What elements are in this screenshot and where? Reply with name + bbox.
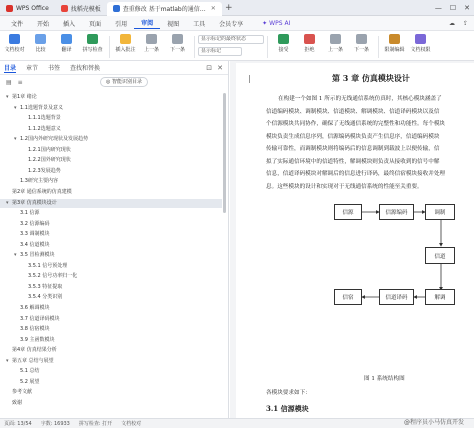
button-label: 下一条 <box>353 47 369 53</box>
toc-item[interactable] <box>0 399 222 407</box>
paragraph-line: 在构建一个如图 1 所示的无线通信系统仿真时，其核心模块涵盖了 <box>278 96 442 102</box>
toc-list <box>0 89 228 407</box>
toc-item-label: 1.2.3发展趋势 <box>28 167 61 174</box>
toc-item[interactable] <box>0 114 222 123</box>
tab-label: WPS Office <box>16 5 49 12</box>
toc-item-label: 第3章 仿真模块设计 <box>12 199 57 206</box>
arrow-up-icon <box>330 34 341 44</box>
nav-tab-toc[interactable]: 目录 <box>4 64 17 72</box>
watermark-text: @程序员小马仿真开发 <box>403 419 464 426</box>
button-label: 文档校对 <box>4 47 25 53</box>
menu-bar <box>0 16 474 31</box>
toc-item[interactable] <box>0 293 222 302</box>
body-paragraph <box>266 93 474 193</box>
paragraph-line: 拟了实际通信环境中的信道特性，解调模块则负责从接收到的信号中解 <box>266 158 440 165</box>
toc-item[interactable] <box>0 241 222 250</box>
toc-item[interactable] <box>0 315 222 324</box>
button-label: 插入批注 <box>115 47 136 53</box>
paragraph-line: 信息，信道译码模块对解调后的信息进行译码，最终信宿模块接收并处理 <box>266 171 446 177</box>
caret-down-icon[interactable]: ▾ <box>14 252 17 259</box>
ribbon-divider <box>267 36 268 58</box>
caret-down-icon[interactable]: ▾ <box>14 104 17 111</box>
comment-icon <box>120 34 131 44</box>
toc-item[interactable] <box>0 93 222 102</box>
toc-item-label: 3.5.4 分类识别 <box>28 294 63 301</box>
document-canvas <box>230 61 474 418</box>
doc-check-status[interactable]: 文档校对 <box>121 421 142 427</box>
toc-item-label: 3.8 信宿模块 <box>20 326 50 333</box>
node-demodulation: 解调 <box>425 289 455 305</box>
toc-item[interactable] <box>0 146 222 155</box>
insert-comment-button[interactable] <box>113 34 138 53</box>
review-ribbon <box>0 31 474 61</box>
button-label: 下一条 <box>169 47 185 53</box>
toc-item[interactable] <box>0 177 222 186</box>
maximize-icon[interactable]: ☐ <box>449 4 457 12</box>
menu-page[interactable]: 页面 <box>89 20 102 28</box>
toc-item-label: 第4章 仿真结果分析 <box>12 347 57 354</box>
toc-item[interactable] <box>0 230 222 239</box>
button-label: 文档权限 <box>410 47 431 53</box>
button-label: 接受 <box>278 47 289 53</box>
spell-check-status[interactable]: 拼写检查: 打开 <box>78 421 113 427</box>
reject-icon <box>304 34 315 44</box>
toc-item[interactable] <box>0 346 222 355</box>
close-pane-icon[interactable]: ✕ <box>217 63 223 72</box>
arrow-down-icon <box>356 34 367 44</box>
translate-button[interactable] <box>54 34 79 53</box>
menu-references[interactable]: 引用 <box>115 20 128 28</box>
arrow-down-icon <box>172 34 183 44</box>
word-doc-icon <box>113 5 120 12</box>
close-window-icon[interactable]: ✕ <box>464 4 470 12</box>
toc-item-label: 3.4 信道模块 <box>20 241 50 248</box>
toc-item-label: 3.1 信源 <box>20 210 40 217</box>
compare-icon <box>35 34 46 44</box>
tab-wps-office[interactable] <box>0 2 55 16</box>
menu-insert[interactable]: 插入 <box>63 20 76 28</box>
node-sink: 信宿 <box>334 289 362 305</box>
paragraph-line: 个信源模块共同协作，确保了无线通信系统的完整性和功能性。每个模块 <box>266 121 446 127</box>
permission-icon <box>415 34 426 44</box>
caret-down-icon[interactable]: ▾ <box>6 199 9 206</box>
toc-item[interactable] <box>0 104 222 113</box>
toc-item-label: 1.2.1国内研究现状 <box>28 146 71 153</box>
toc-item-label: 1.2.2国外研究现状 <box>28 157 71 164</box>
toc-item[interactable] <box>0 378 222 387</box>
ai-sparkle-icon: ✦ <box>262 19 268 27</box>
tab-label: 找稻壳模板 <box>70 6 101 13</box>
show-markup-dropdown[interactable]: 显示标记 <box>198 47 242 56</box>
paragraph-line: 传输可靠性，而调制模块则将编码后的信息调制到载波上以便传输，信 <box>266 146 440 152</box>
proofread-icon <box>9 34 20 44</box>
pin-icon[interactable]: ⊡ <box>206 63 213 72</box>
toc-item[interactable] <box>0 283 222 292</box>
toc-item-label: 3.5.1 信号预处理 <box>28 262 68 269</box>
page-indicator[interactable]: 页面: 13/54 <box>4 421 32 427</box>
expand-icon[interactable]: ▤ <box>6 78 12 86</box>
menu-home[interactable]: 开始 <box>37 20 50 28</box>
paragraph-line: 模块负责生成信息序列，信源编码模块负责产生信息序，信道编码模块 <box>266 133 440 140</box>
menu-file[interactable]: 文件 <box>11 20 24 28</box>
node-source-encoding: 信源编码 <box>379 204 414 220</box>
button-label: 比较 <box>35 47 46 53</box>
share-icon[interactable]: ⇪ <box>462 19 468 27</box>
ribbon-divider <box>109 36 110 58</box>
minimize-icon[interactable]: — <box>434 4 442 12</box>
status-bar <box>0 418 474 428</box>
button-label: 拼写检查 <box>82 47 103 53</box>
tab-label: 查重修改 基于matlab的通信… <box>122 6 206 13</box>
nav-toolbar <box>0 75 228 89</box>
toc-item[interactable] <box>0 209 222 218</box>
toc-item-label: 3.6 解调模块 <box>20 305 50 311</box>
toc-item-label: 3.5.2 信号功率归一化 <box>28 273 78 280</box>
toc-item-label: 致谢 <box>12 399 23 406</box>
toc-item-label: 5.2 展望 <box>20 378 40 385</box>
spell-check-icon <box>87 34 98 44</box>
toc-item-label: 1.1选题背景及意义 <box>20 104 63 111</box>
button-label: 拒绝 <box>304 47 315 53</box>
chapter-title: 第 3 章 仿真模块设计 <box>332 73 410 83</box>
toc-item-label: 1.3研究主要内容 <box>20 178 58 185</box>
wps-ai-label: WPS AI <box>269 19 291 27</box>
node-channel: 信道 <box>425 247 455 264</box>
toc-item[interactable] <box>0 199 222 208</box>
toc-item[interactable] <box>0 125 222 134</box>
body-text: 各模块要求如下： <box>266 390 311 396</box>
caret-down-icon[interactable]: ▾ <box>6 94 9 100</box>
tab-document[interactable] <box>107 2 222 16</box>
markup-display-select[interactable]: 显示标记的最终状态 <box>198 35 264 44</box>
text-cursor <box>249 75 250 83</box>
tab-template[interactable] <box>55 2 107 16</box>
button-label: 限制编辑 <box>384 47 405 53</box>
scroll-thumb[interactable] <box>223 93 226 213</box>
ribbon-divider <box>378 36 379 58</box>
node-modulation: 调制 <box>425 204 455 220</box>
toc-item[interactable] <box>0 188 222 197</box>
arrow-up-icon <box>146 34 157 44</box>
prev-comment-button[interactable] <box>139 34 164 53</box>
accept-button[interactable] <box>271 34 296 53</box>
restrict-edit-button[interactable] <box>382 34 407 53</box>
toc-item-label: 1.1.2选题意义 <box>28 125 61 132</box>
docer-icon <box>61 5 68 12</box>
lock-icon <box>389 34 400 44</box>
toc-item-label: 3.7 信道译码模块 <box>20 315 60 322</box>
navigation-pane <box>0 61 229 418</box>
translate-icon <box>61 34 72 44</box>
wps-logo-icon <box>6 5 13 12</box>
paragraph-line: 信道编码模块、调制模块、信道模块、解调模块、信道译码模块以及信 <box>266 108 440 115</box>
toc-item[interactable] <box>0 367 222 376</box>
button-label: 上一条 <box>143 47 159 53</box>
button-label: 上一条 <box>327 47 343 53</box>
title-tab-bar <box>0 0 474 16</box>
close-tab-icon[interactable]: ✕ <box>210 5 216 12</box>
nav-tab-find-replace[interactable]: 查找和替换 <box>70 65 101 72</box>
doc-proofread-button[interactable] <box>2 34 27 53</box>
toc-item[interactable] <box>0 135 222 144</box>
toc-item[interactable] <box>0 156 222 165</box>
menu-view[interactable]: 视图 <box>167 20 180 28</box>
menu-tools[interactable]: 工具 <box>193 20 206 28</box>
toc-item[interactable] <box>0 325 222 334</box>
toc-item-label: 参考文献 <box>12 389 33 396</box>
node-channel-decoding: 信道译码 <box>379 289 414 305</box>
nav-tab-chapters[interactable]: 章节 <box>26 65 39 72</box>
toc-item-label: 第1章 绪论 <box>12 94 37 100</box>
nav-tab-strip <box>0 61 228 75</box>
doc-permission-button[interactable] <box>408 34 433 53</box>
toc-item-label: 第2章 通信系统的仿真建模 <box>12 188 72 195</box>
toc-item-label: 1.1.1选题背景 <box>28 115 61 122</box>
spell-check-button[interactable] <box>80 34 105 53</box>
menu-member[interactable]: 会员专享 <box>219 20 244 28</box>
smart-icon: ◎ <box>106 79 112 85</box>
figure-caption: 图 1 系统结构图 <box>364 376 405 382</box>
compare-button[interactable] <box>28 34 53 53</box>
toc-item-label: 3.2 信源编码 <box>20 220 50 227</box>
ribbon-divider <box>194 36 195 58</box>
toc-item[interactable] <box>0 251 222 260</box>
prev-change-button[interactable] <box>323 34 348 53</box>
toc-item-label: 3.5.3 特征提取 <box>28 283 63 290</box>
toc-item-label: 第五章 总结与展望 <box>12 357 54 364</box>
toc-scrollbar[interactable] <box>223 89 227 417</box>
toc-item-label: 3.5 冒检测模块 <box>20 252 55 259</box>
document-page[interactable] <box>236 63 474 418</box>
collapse-icon[interactable]: ≡ <box>17 78 23 86</box>
cloud-icon[interactable]: ☁ <box>448 19 455 27</box>
toc-item[interactable] <box>0 272 222 281</box>
toc-item[interactable] <box>0 167 222 176</box>
caret-down-icon[interactable]: ▾ <box>6 357 9 364</box>
toc-item[interactable] <box>0 304 222 313</box>
toc-item[interactable] <box>0 336 222 345</box>
wps-ai-button[interactable] <box>262 20 290 27</box>
accept-icon <box>278 34 289 44</box>
menu-review[interactable]: 审阅 <box>134 18 160 29</box>
next-change-button[interactable] <box>349 34 374 53</box>
toc-item[interactable] <box>0 262 222 271</box>
button-label: 翻译 <box>61 47 72 53</box>
nav-tab-bookmarks[interactable]: 书签 <box>48 65 61 72</box>
word-count[interactable]: 字数: 16933 <box>40 421 70 427</box>
toc-item-label: 1.2国内外研究现状及发展趋势 <box>20 136 88 143</box>
smart-toc-button[interactable] <box>100 77 148 87</box>
caret-down-icon[interactable]: ▾ <box>14 136 17 143</box>
toc-item[interactable] <box>0 220 222 229</box>
toc-item-label: 3.3 调制模块 <box>20 231 50 238</box>
node-source: 信源 <box>334 204 362 220</box>
toc-item-label: 5.1 总结 <box>20 368 40 375</box>
toc-item[interactable] <box>0 357 222 366</box>
toc-item-label: 3.9 主函数模块 <box>20 336 55 343</box>
smart-toc-label: 智能识别目录 <box>111 79 142 85</box>
next-comment-button[interactable] <box>165 34 190 53</box>
paragraph-line: 息。这些模块的设计和实现对于无线通信系统的性能至关重要。 <box>266 183 423 190</box>
toc-item[interactable] <box>0 388 222 397</box>
reject-button[interactable] <box>297 34 322 53</box>
new-tab-icon[interactable]: + <box>224 2 233 13</box>
section-heading: 3.1 信源模块 <box>266 404 309 413</box>
